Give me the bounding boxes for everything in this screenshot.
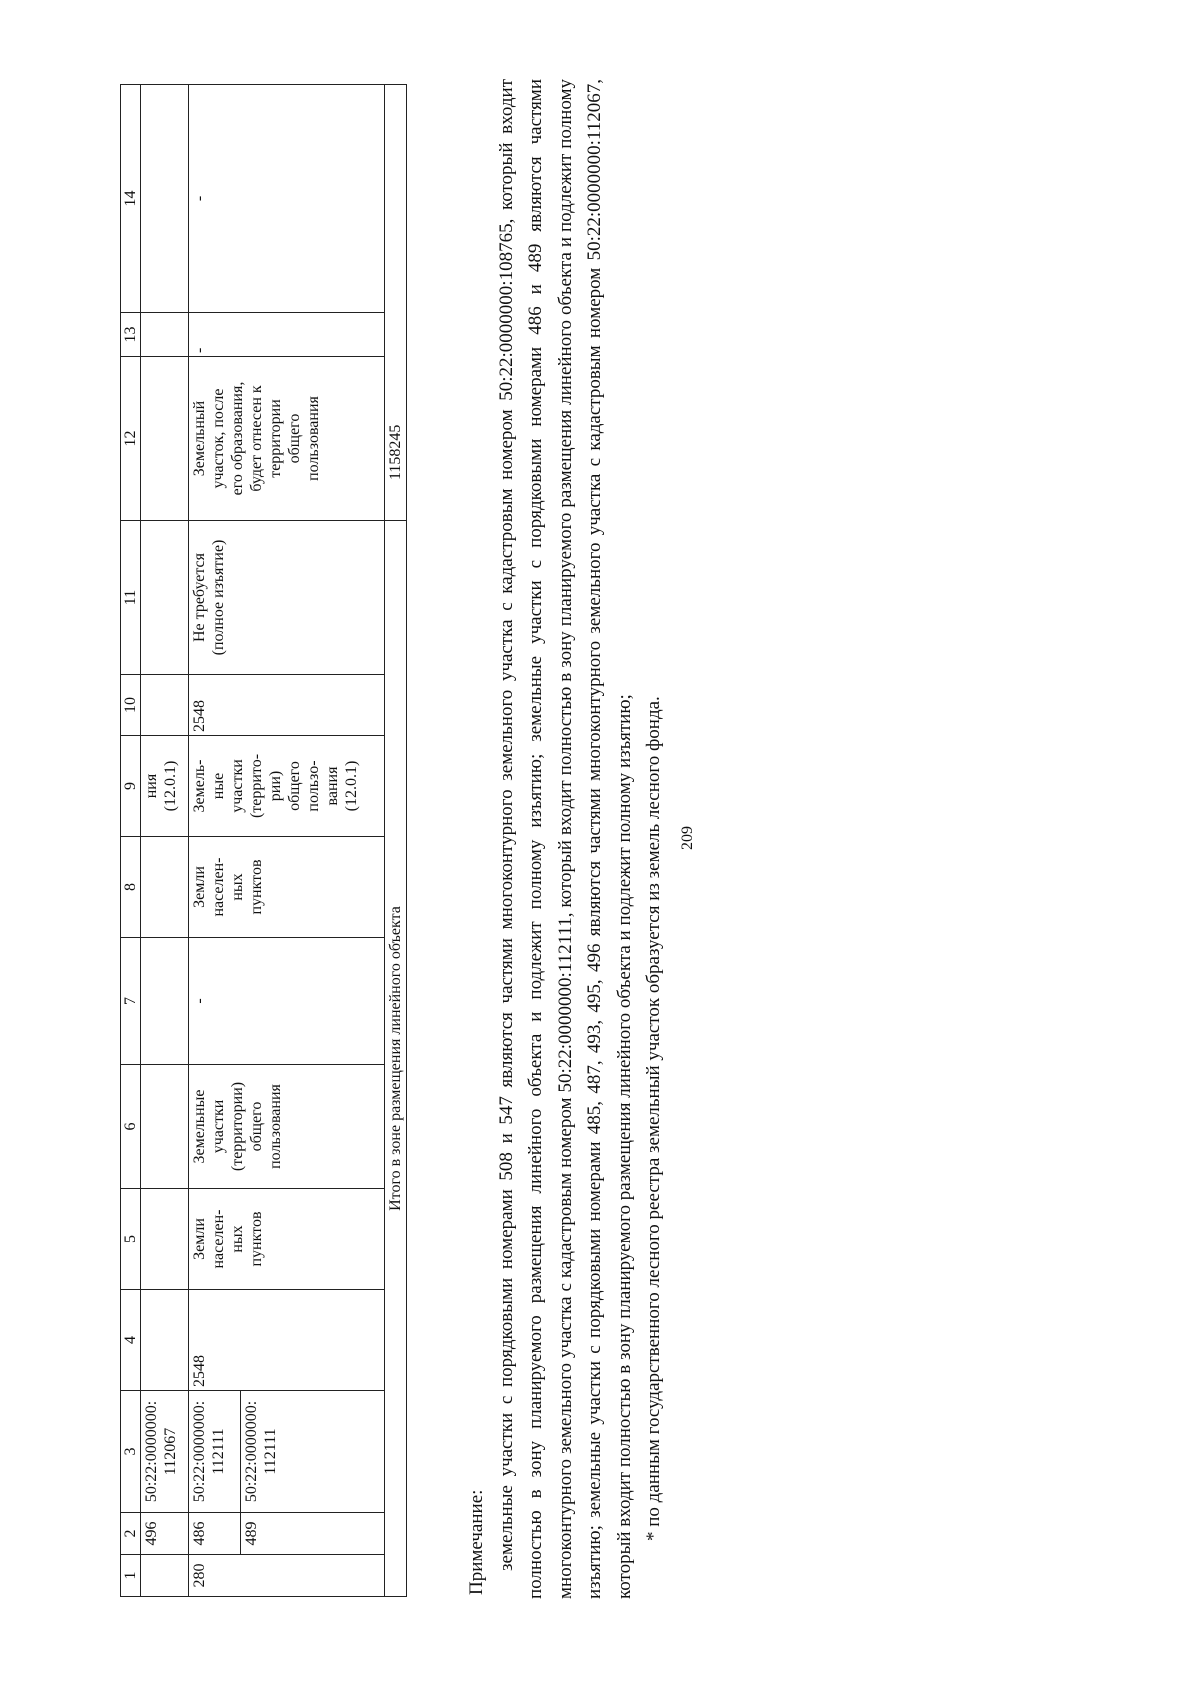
cell-permitted-use: ния (12.0.1) — [141, 736, 189, 837]
cell-cadastral-number: 50:22:0000000: 112111 — [241, 1391, 385, 1513]
cell-value: - — [189, 313, 385, 357]
total-label: Итого в зоне размещения линейного объекта — [385, 521, 407, 1597]
column-header: 14 — [121, 85, 141, 313]
cell-cadastral-number: 50:22:0000000: 112111 — [189, 1391, 241, 1513]
cell-seizure-note: Не требуется (полное изъятие) — [189, 521, 385, 675]
column-header: 7 — [121, 938, 141, 1065]
column-header: 12 — [121, 357, 141, 521]
table-row — [189, 85, 241, 1597]
cell-permitted-use: Земель- ные участки (террито- рии) общего пользо- вания (12.0.1) — [189, 736, 385, 837]
cell-number — [141, 1555, 189, 1597]
table-row-continuation — [141, 85, 189, 1597]
cell-number: 280 — [189, 1555, 385, 1597]
note-block — [462, 79, 669, 1599]
column-header: 10 — [121, 675, 141, 736]
cell-land-category: Земли населен- ных пунктов — [189, 1189, 385, 1290]
column-header: 3 — [121, 1391, 141, 1513]
cell-value: - — [189, 938, 385, 1065]
page-number: 209 — [679, 826, 696, 850]
column-header: 8 — [121, 837, 141, 938]
cell-land-category: Земли населен- ных пунктов — [189, 837, 385, 938]
cell-value: - — [189, 85, 385, 313]
note-paragraph: земельные участки с порядковыми номерами 508 и 547 являются частями многоконтурного земельного участка с кадастровым номером 50:22:0000000:108765, который входит полностью в зону планируемого размещения линейного объекта и подлежит полному изъятию; земельные участки с порядковыми номерами 486 и 489 являются частями многоконтурного земельного участка с кадастровым номером 50:22:0000000:112111, который входит полностью в зону планируемого размещения линейного объекта и подлежит полному изъятию; земельные участки с порядковыми номерами 485, 487, 493, 495, 496 являются частями многоконтурного земельного участка с кадастровым номером 50:22:0000000:112067, который входит полностью в зону планируемого размещения линейного объекта и подлежит полному изъятию; — [495, 79, 635, 1599]
cell-permitted-use: Земельные участки (территории) общего пользования — [189, 1065, 385, 1189]
column-header: 1 — [121, 1555, 141, 1597]
cell-cadastral-number: 50:22:0000000: 112067 — [141, 1391, 189, 1513]
column-header: 4 — [121, 1290, 141, 1391]
cell-plot-index: 496 — [141, 1513, 189, 1555]
total-value: 1158245 — [385, 85, 407, 521]
table-header-row — [121, 85, 141, 1597]
note-footnote: * по данным государственного лесного реестра земельный участок образуется из земель лесного фонда. — [643, 696, 664, 1541]
cell-plot-index: 486 — [189, 1513, 241, 1555]
note-title: Примечание: — [466, 1489, 487, 1595]
table-total-row — [385, 85, 407, 1597]
cell-comment: Земельный участок, после его образования, будет отнесен к территории общего пользования — [189, 357, 385, 521]
column-header: 6 — [121, 1065, 141, 1189]
column-header: 11 — [121, 521, 141, 675]
cell-area: 2548 — [189, 1290, 385, 1391]
column-header: 13 — [121, 313, 141, 357]
land-plots-table — [120, 84, 407, 1597]
cell-plot-index: 489 — [241, 1513, 385, 1555]
column-header: 9 — [121, 736, 141, 837]
cell-area: 2548 — [189, 675, 385, 736]
column-header: 2 — [121, 1513, 141, 1555]
column-header: 5 — [121, 1189, 141, 1290]
